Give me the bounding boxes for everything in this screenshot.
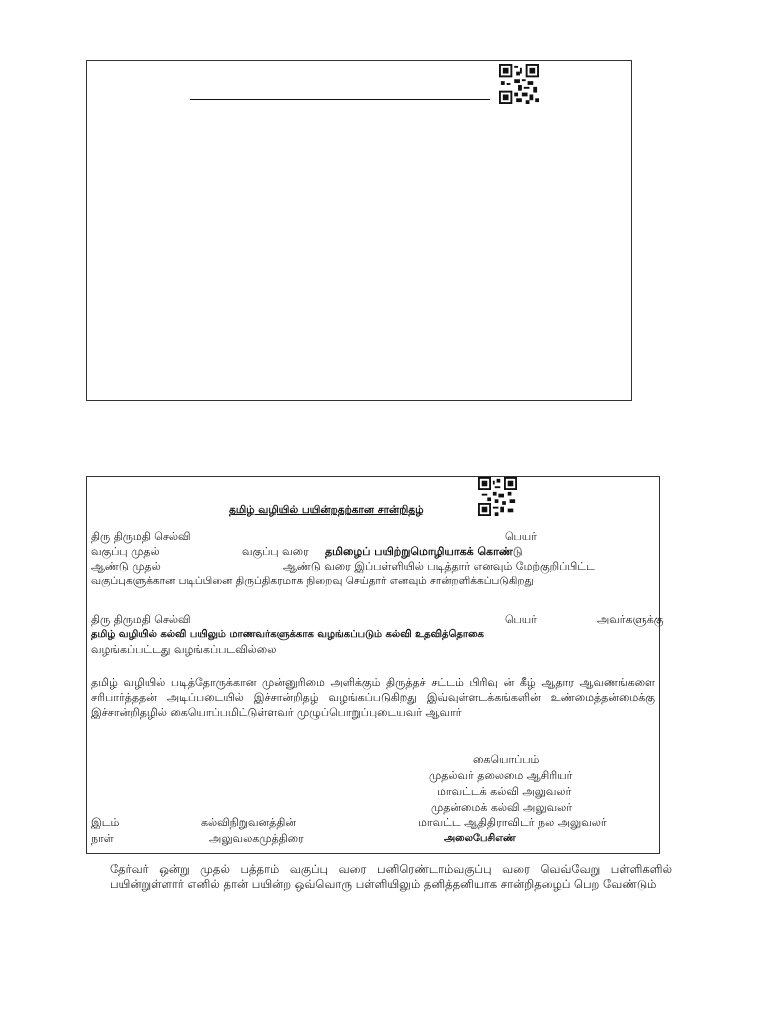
title-blank-line	[190, 99, 490, 100]
name-label-2: பெயர்	[505, 613, 537, 626]
name-label-1: பெயர்	[505, 530, 537, 543]
place-label: இடம்	[91, 816, 120, 829]
role-1: முதல்வர் தலைமை ஆசிரியர்	[429, 769, 573, 782]
phone-label: அலைபேசிஎண்	[444, 833, 516, 844]
year-from-label: ஆண்டு முதல்	[91, 560, 161, 573]
qr-code-icon	[478, 477, 517, 516]
class-from-label: வகுப்பு முதல்	[91, 545, 160, 558]
certificate-title: தமிழ் வழியில் பயின்றதற்கான சான்றிதழ்	[229, 504, 424, 516]
certificate-card	[86, 476, 664, 854]
role-4: மாவட்ட ஆதிதிராவிடர் நல அலுவலர்	[418, 816, 607, 829]
class-to-label: வகுப்பு வரை	[242, 545, 309, 558]
them-label: அவர்களுக்கு	[597, 613, 664, 626]
institution-label: கல்விநிறுவனத்தின்	[201, 816, 297, 829]
honorific-line-1: திரு திருமதி செல்வி	[91, 530, 191, 543]
date-label: நாள்	[91, 832, 114, 845]
completion-text: வகுப்புகளுக்கான படிப்பினை திருப்திகரமாக நிறைவு செய்தார் எனவும் சான்றளிக்கப்படுகிறது	[91, 575, 534, 587]
scholarship-status: வழங்கப்பட்டது வழங்கப்படவில்லை	[91, 643, 277, 656]
office-seal-label: அலுவலகமுத்திரை	[209, 832, 304, 845]
top-card	[86, 60, 632, 401]
medium-text: தமிழைப் பயிற்றுமொழியாகக் கொண்டு	[325, 545, 523, 558]
role-3: முதன்மைக் கல்வி அலுவலர்	[431, 801, 572, 814]
instruction-note: தேர்வர் ஒன்று முதல் பத்தாம் வகுப்பு வரை பனிரெண்டாம்வகுப்பு வரை வெவ்வேறு பள்ளிகளில் பயின்றுள்ளார் எனில் தான் பயின்ற ஒவ்வொரு பள்ளியிலும் தனித்தனியாக சான்றிதழைப் பெற வேண்டும்	[110, 862, 672, 891]
honorific-line-2: திரு திருமதி செல்வி	[91, 613, 191, 626]
year-to-text: ஆண்டு வரை இப்பள்ளியில் படித்தார் எனவும் மேற்குறிப்பிட்ட	[283, 560, 595, 573]
signature-label: கையொப்பம்	[473, 753, 540, 766]
legal-text: தமிழ் வழியில் படித்தோருக்கான முன்னுரிமை அளிக்கும் திருத்தச் சட்டம் பிரிவு ன் கீழ் ஆதார ஆவணங்களை சரிபார்த்ததன் அடிப்படையில் இச்சான்றிதழ் வழங்கப்படுகிறது இவ்வுள்ளடக்கங்களின் உண்மைத்தன்மைக்கு இச்சான்றிதழில் கையொப்பமிட்டுள்ளவர் முழுப்பொறுப்புடையவர் ஆவார்	[91, 676, 655, 719]
qr-code-icon	[499, 64, 539, 104]
scholarship-text: தமிழ் வழியில் கல்வி பயிலும் மாணவர்களுக்காக வழங்கப்படும் கல்வி உதவித்தொகை	[91, 629, 484, 640]
role-2: மாவட்டக் கல்வி அலுவலர்	[437, 785, 572, 798]
